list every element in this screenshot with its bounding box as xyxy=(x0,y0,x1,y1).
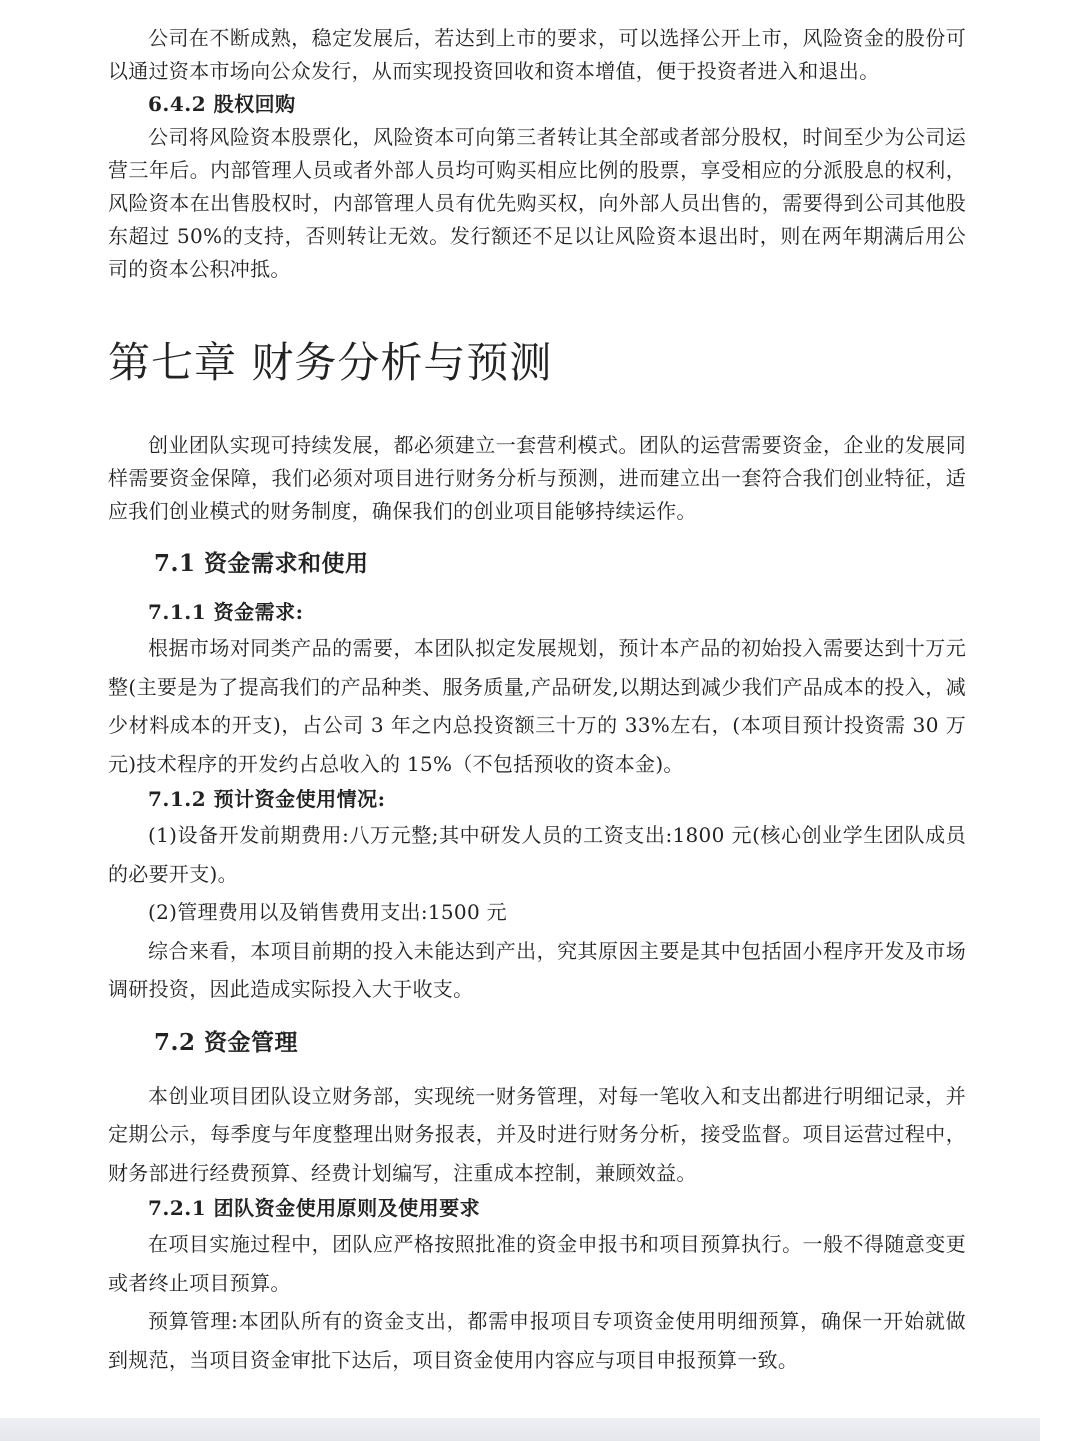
document-body xyxy=(108,22,966,1379)
paragraph-funding-demand: 根据市场对同类产品的需要，本团队拟定发展规划，预计本产品的初始投入需要达到十万元整(主要是为了提高我们的产品种类、服务质量,产品研发,以期达到减少我们产品成本的投入，减少材料成本的开支)，占公司 3 年之内总投资额三十万的 33%左右，(本项目预计投资需 30 万元)技术程序的开发约占总收入的 15%（不包括预收的资本金)。 xyxy=(108,636,966,776)
heading-6-4-2: 6.4.2 股权回购 xyxy=(148,92,296,116)
heading-7-1: 7.1 资金需求和使用 xyxy=(154,550,369,577)
chapter-title: 第七章 财务分析与预测 xyxy=(108,338,553,387)
paragraph-equipment-cost: (1)设备开发前期费用:八万元整;其中研发人员的工资支出:1800 元(核心创业学生团队成员的必要开支)。 xyxy=(108,823,966,886)
heading-7-1-2: 7.1.2 预计资金使用情况: xyxy=(148,787,386,811)
paragraph-chapter-intro: 创业团队实现可持续发展，都必须建立一套营利模式。团队的运营需要资金，企业的发展同样需要资金保障，我们必须对项目进行财务分析与预测，进而建立出一套符合我们创业特征，适应我们创业模式的财务制度，确保我们的创业项目能够持续运作。 xyxy=(108,433,966,523)
paragraph-fund-management: 本创业项目团队设立财务部，实现统一财务管理，对每一笔收入和支出都进行明细记录，并定期公示，每季度与年度整理出财务报表，并及时进行财务分析，接受监督。项目运营过程中，财务部进行经费预算、经费计划编写，注重成本控制，兼顾效益。 xyxy=(108,1083,966,1185)
heading-7-2: 7.2 资金管理 xyxy=(154,1028,299,1056)
page-bottom-edge xyxy=(0,1418,1040,1441)
heading-7-1-1: 7.1.1 资金需求: xyxy=(148,600,304,624)
heading-7-2-1: 7.2.1 团队资金使用原则及使用要求 xyxy=(148,1196,481,1220)
paragraph-budget-execution: 在项目实施过程中，团队应严格按照批准的资金申报书和项目预算执行。一般不得随意变更或者终止项目预算。 xyxy=(108,1232,966,1295)
paragraph-equity-repurchase: 公司将风险资本股票化，风险资本可向第三者转让其全部或者部分股权，时间至少为公司运营三年后。内部管理人员或者外部人员均可购买相应比例的股票，享受相应的分派股息的权利，风险资本在出售股权时，内部管理人员有优先购买权，向外部人员出售的，需要得到公司其他股东超过 50%的支持，否则转让无效。发行额还不足以让风险资本退出时，则在两年期满后用公司的资本公积冲抵。 xyxy=(108,125,966,281)
paragraph-summary: 综合来看，本项目前期的投入未能达到产出，究其原因主要是其中包括固小程序开发及市场调研投资，因此造成实际投入大于收支。 xyxy=(108,938,966,1001)
paragraph-budget-management: 预算管理:本团队所有的资金支出，都需申报项目专项资金使用明细预算，确保一开始就做到规范，当项目资金审批下达后，项目资金使用内容应与项目申报预算一致。 xyxy=(108,1309,966,1372)
paragraph-management-cost: (2)管理费用以及销售费用支出:1500 元 xyxy=(148,900,507,924)
paragraph-listing: 公司在不断成熟，稳定发展后，若达到上市的要求，可以选择公开上市，风险资金的股份可以通过资本市场向公众发行，从而实现投资回收和资本增值，便于投资者进入和退出。 xyxy=(108,26,966,83)
